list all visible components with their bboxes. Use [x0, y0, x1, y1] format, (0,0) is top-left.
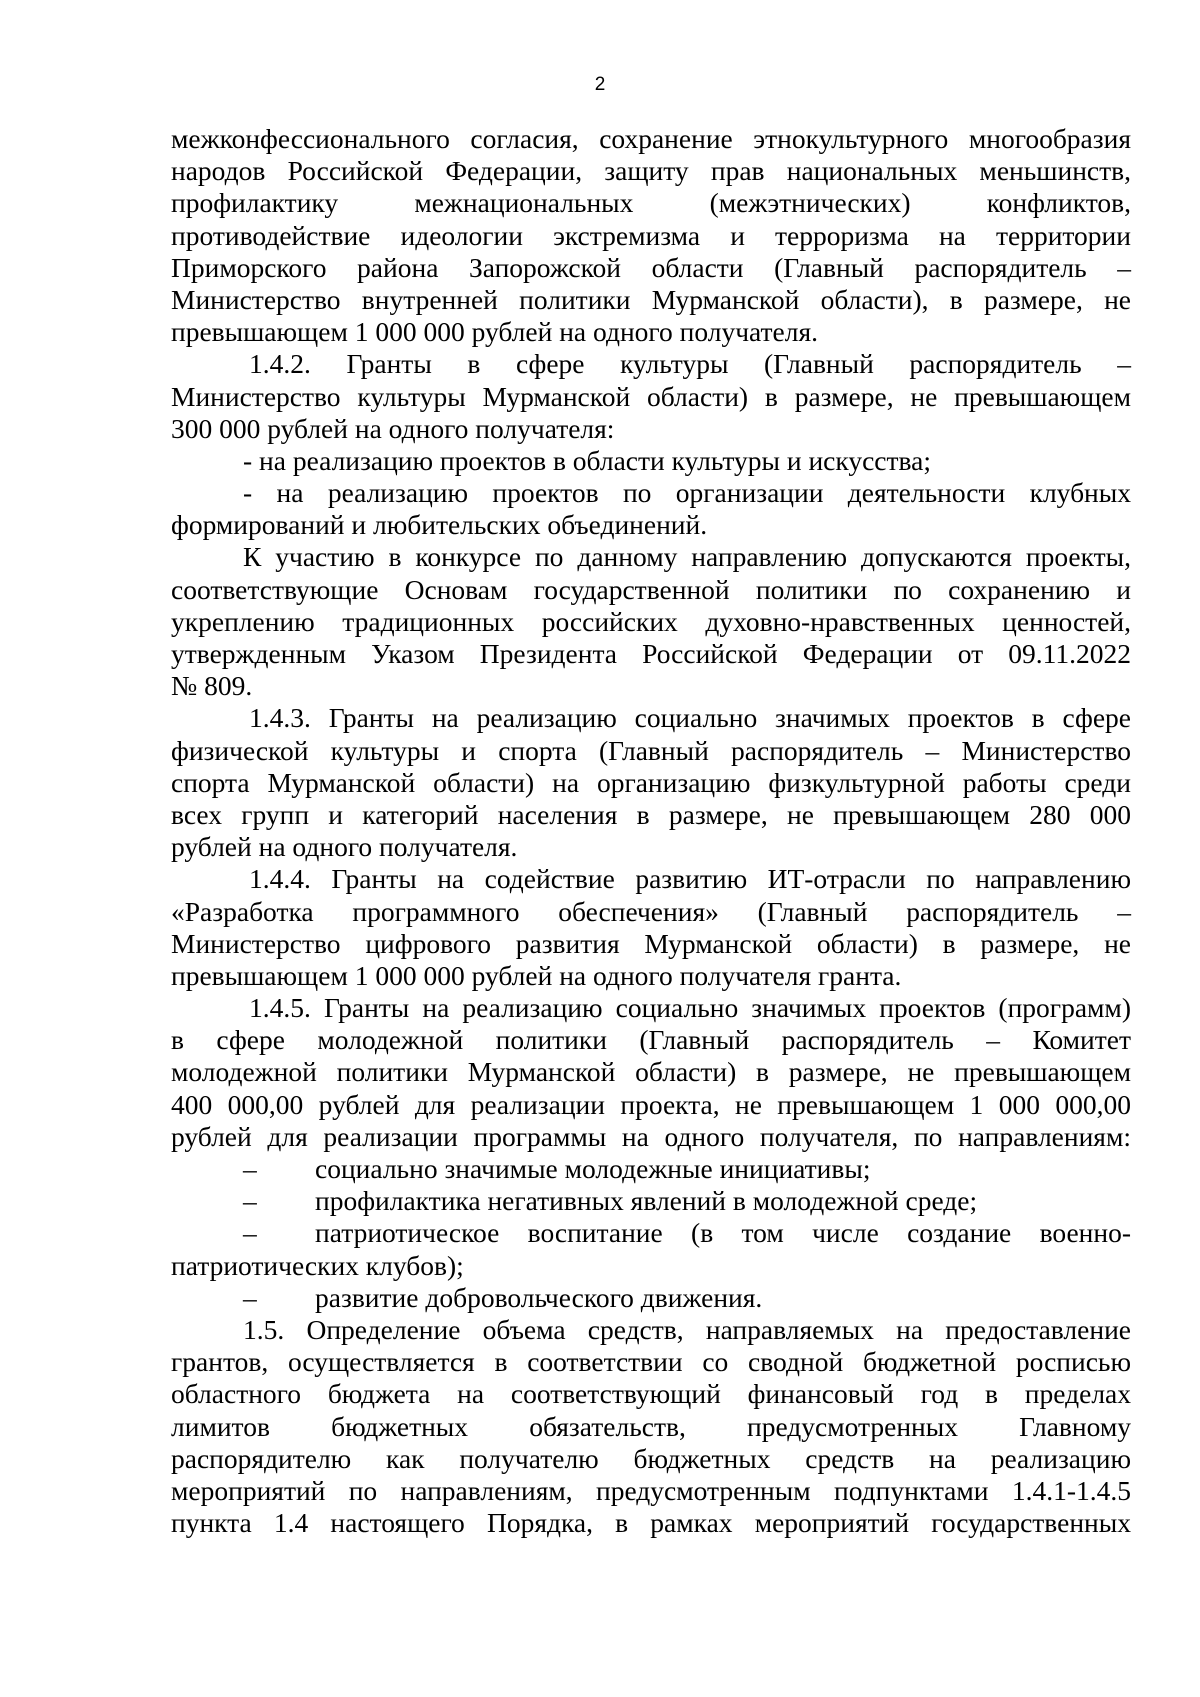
text-line: противодействие идеологии экстремизма и терроризма на территории	[171, 219, 1131, 251]
list-dash: –	[243, 1217, 257, 1249]
text-line: рублей на одного получателя.	[171, 831, 518, 863]
list-dash: –	[243, 1153, 257, 1184]
text-line: 400 000,00 рублей для реализации проекта, не превышающем 1 000 000,00	[171, 1088, 1131, 1120]
text-line: в сфере молодежной политики (Главный распорядитель – Комитет	[171, 1024, 1131, 1056]
document-body	[171, 123, 1131, 1539]
text-line: 300 000 рублей на одного получателя:	[171, 412, 615, 444]
list-item-line	[171, 1185, 1131, 1217]
text-line: Министерство культуры Мурманской области) в размере, не превышающем	[171, 380, 1131, 412]
text-line: превышающем 1 000 000 рублей на одного получателя.	[171, 316, 819, 348]
list-item-line	[171, 1217, 1131, 1249]
text-line: Приморского района Запорожской области (Главный распорядитель –	[171, 251, 1131, 283]
text-line: мероприятий по направлениям, предусмотренным подпунктами 1.4.1-1.4.5	[171, 1474, 1131, 1506]
text-line: № 809.	[171, 670, 253, 702]
text-line: Министерство цифрового развития Мурманской области) в размере, не	[171, 927, 1131, 959]
list-item-line	[171, 1282, 1131, 1314]
list-item-text: развитие добровольческого движения.	[315, 1281, 763, 1313]
text-line: распорядителю как получателю бюджетных средств на реализацию	[171, 1442, 1131, 1474]
text-line: соответствующие Основам государственной политики по сохранению и	[171, 573, 1131, 605]
text-line: 1.4.2. Гранты в сфере культуры (Главный распорядитель –	[249, 348, 1131, 380]
text-line: укреплению традиционных российских духовно-нравственных ценностей,	[171, 605, 1131, 637]
text-line: - на реализацию проектов по организации деятельности клубных	[243, 477, 1131, 509]
text-line: превышающем 1 000 000 рублей на одного получателя гранта.	[171, 959, 902, 991]
text-line: утвержденным Указом Президента Российской Федерации от 09.11.2022	[171, 638, 1131, 669]
text-line: лимитов бюджетных обязательств, предусмотренных Главному	[171, 1410, 1131, 1442]
page-number: 2	[594, 74, 606, 95]
text-line: профилактику межнациональных (межэтнических) конфликтов,	[171, 187, 1131, 219]
text-line: рублей для реализации программы на одного получателя, по направлениям:	[171, 1120, 1131, 1152]
text-line: спорта Мурманской области) на организацию физкультурной работы среди	[171, 766, 1131, 798]
text-line: «Разработка программного обеспечения» (Главный распорядитель –	[171, 895, 1131, 927]
text-line: 1.4.5. Гранты на реализацию социально значимых проектов (программ)	[249, 992, 1131, 1024]
text-line: - на реализацию проектов в области культуры и искусства;	[243, 444, 931, 476]
list-item-text: профилактика негативных явлений в молодежной среде;	[315, 1185, 978, 1217]
text-line: народов Российской Федерации, защиту прав национальных меньшинств,	[171, 155, 1131, 187]
text-line: 1.4.4. Гранты на содействие развитию ИТ-отрасли по направлению	[249, 863, 1131, 895]
text-line: молодежной политики Мурманской области) в размере, не превышающем	[171, 1056, 1131, 1088]
text-line: всех групп и категорий населения в размере, не превышающем 280 000	[171, 798, 1131, 830]
text-line: Министерство внутренней политики Мурманской области), в размере, не	[171, 283, 1131, 315]
text-line: 1.5. Определение объема средств, направляемых на предоставление	[243, 1313, 1131, 1345]
list-item-line	[171, 1153, 1131, 1185]
text-line: грантов, осуществляется в соответствии со сводной бюджетной росписью	[171, 1346, 1131, 1378]
text-line: патриотических клубов);	[171, 1249, 464, 1281]
text-line: К участию в конкурсе по данному направлению допускаются проекты,	[243, 541, 1131, 573]
list-item-text: патриотическое воспитание (в том числе создание военно-	[315, 1217, 1131, 1249]
text-line: физической культуры и спорта (Главный распорядитель – Министерство	[171, 734, 1131, 766]
list-dash: –	[243, 1185, 257, 1217]
text-line: пункта 1.4 настоящего Порядка, в рамках мероприятий государственных	[171, 1507, 1131, 1539]
text-line: межконфессионального согласия, сохранение этнокультурного многообразия	[171, 123, 1131, 154]
text-line: областного бюджета на соответствующий финансовый год в пределах	[171, 1378, 1131, 1410]
text-line: формирований и любительских объединений.	[171, 509, 708, 541]
text-line: 1.4.3. Гранты на реализацию социально значимых проектов в сфере	[249, 702, 1131, 734]
list-dash: –	[243, 1281, 257, 1313]
list-item-text: социально значимые молодежные инициативы;	[315, 1153, 871, 1184]
